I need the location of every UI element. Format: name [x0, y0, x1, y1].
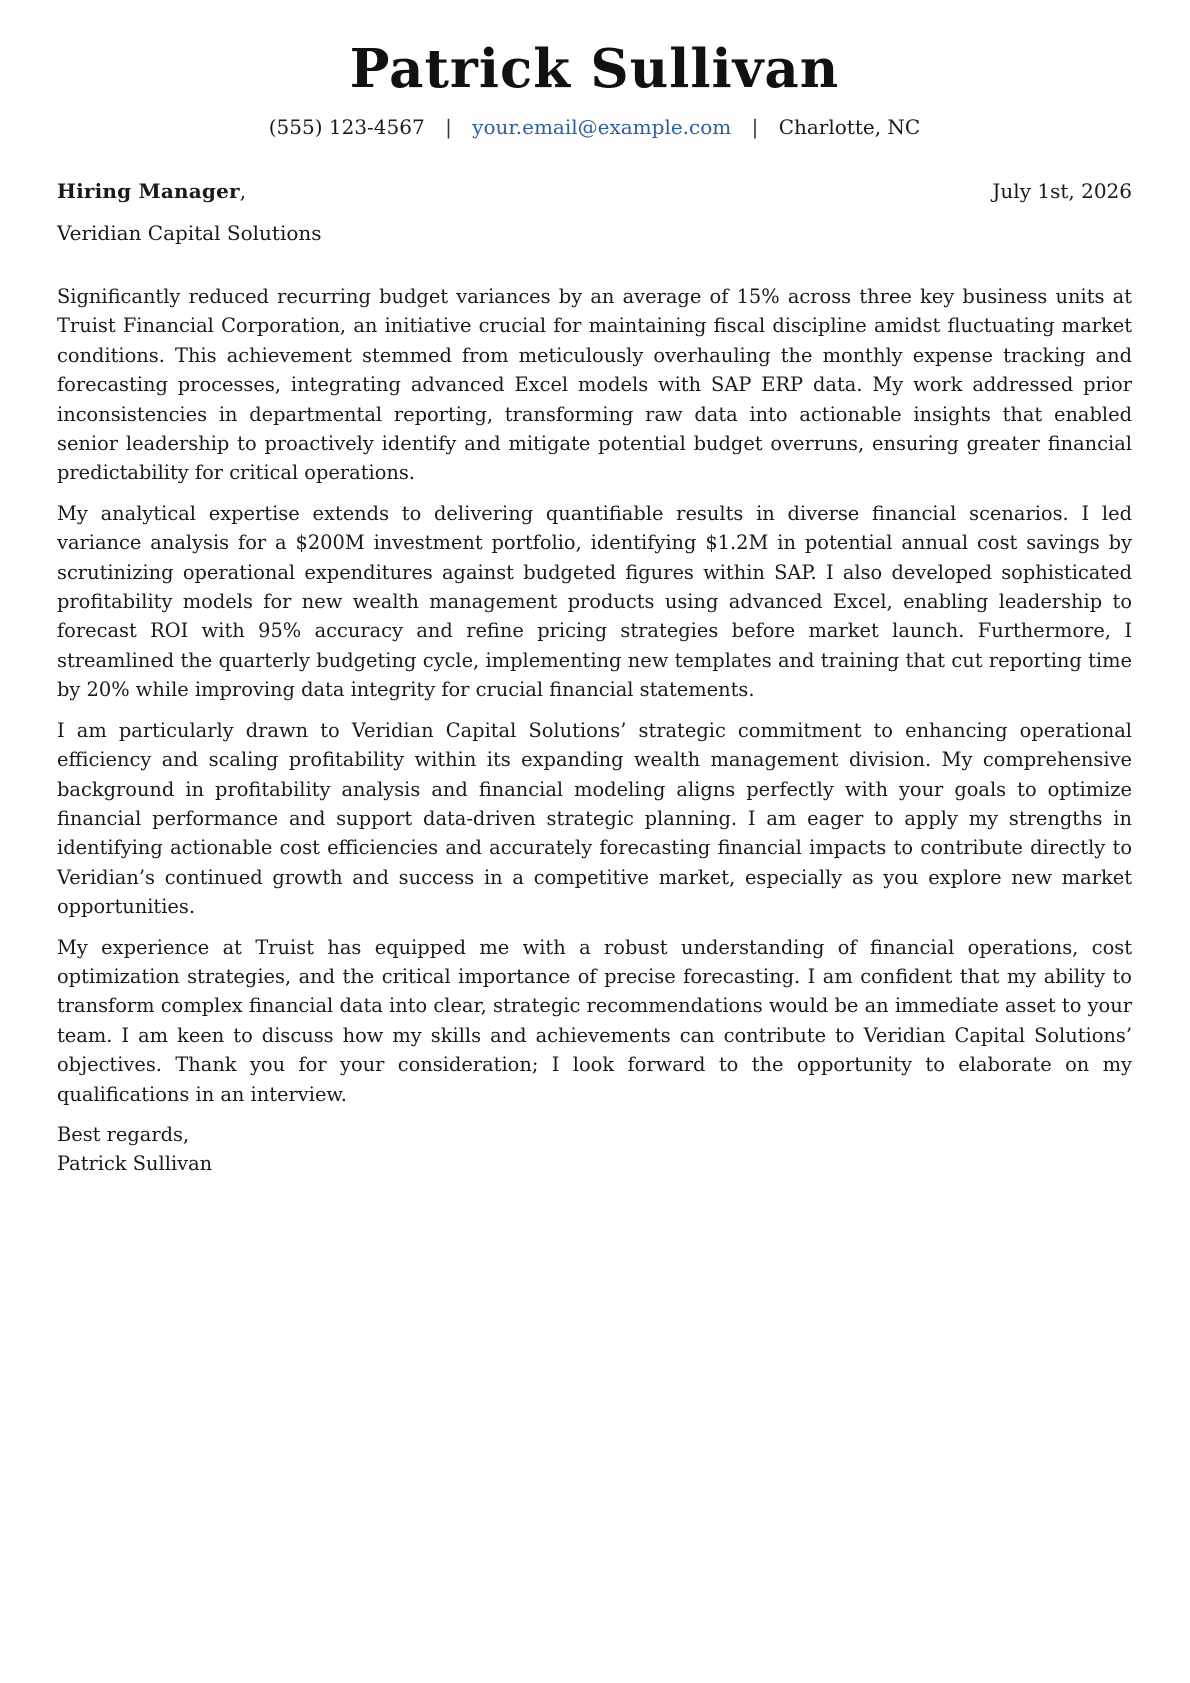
- body-paragraph: My experience at Truist has equipped me with a robust understanding of financial operations, cost optimization strategies, and the critical importance of precise forecasting. I am confident that my ability to transform complex financial data into clear, strategic recommendations would be an immediate asset to your team. I am keen to discuss how my skills and achievements can contribute to Veridian Capital Solutions’ objectives. Thank you for your consideration; I look forward to the opportunity to elaborate on my qualifications in an interview.: [57, 935, 1132, 1106]
- letter-date: July 1st, 2026: [992, 179, 1132, 203]
- sign-off: Best regards,: [57, 1122, 190, 1146]
- closing-block: [57, 1120, 1132, 1179]
- recipient-name: [57, 178, 246, 204]
- email-link[interactable]: your.email@example.com: [472, 115, 732, 139]
- contact-line: [57, 114, 1132, 140]
- recipient-comma: ,: [239, 179, 247, 203]
- recipient-title: Hiring Manager: [57, 179, 240, 203]
- signature: Patrick Sullivan: [57, 1152, 213, 1176]
- contact-separator: |: [751, 115, 759, 139]
- contact-separator: |: [445, 115, 452, 139]
- applicant-name: Patrick Sullivan: [349, 38, 840, 100]
- letter-body: [57, 282, 1132, 1179]
- location: Charlotte, NC: [778, 115, 921, 139]
- body-paragraph: My analytical expertise extends to delivering quantifiable results in diverse financial scenarios. I led variance analysis for a $200M investment portfolio, identifying $1.2M in potential annual cost savings by scrutinizing operational expenditures against budgeted figures within SAP. I also developed sophisticated profitability models for new wealth management products using advanced Excel, enabling leadership to forecast ROI with 95% accuracy and refine pricing strategies before market launch. Furthermore, I streamlined the quarterly budgeting cycle, implementing new templates and training that cut reporting time by 20% while improving data integrity for crucial financial statements.: [57, 501, 1132, 702]
- recipient-company: Veridian Capital Solutions: [57, 221, 322, 245]
- body-paragraph: I am particularly drawn to Veridian Capital Solutions’ strategic commitment to enhancing operational efficiency and scaling profitability within its expanding wealth management division. My comprehensive background in profitability analysis and financial modeling aligns perfectly with your goals to optimize financial performance and support data-driven strategic planning. I am eager to apply my strengths in identifying actionable cost efficiencies and accurately forecasting financial impacts to contribute directly to Veridian’s continued growth and success in a competitive market, especially as you explore new market opportunities.: [57, 718, 1132, 919]
- body-paragraph: Significantly reduced recurring budget variances by an average of 15% across three key business units at Truist Financial Corporation, an initiative crucial for maintaining fiscal discipline amidst fluctuating market conditions. This achievement stemmed from meticulously overhauling the monthly expense tracking and forecasting processes, integrating advanced Excel models with SAP ERP data. My work addressed prior inconsistencies in departmental reporting, transforming raw data into actionable insights that enabled senior leadership to proactively identify and mitigate potential budget overruns, ensuring greater financial predictability for critical operations.: [57, 285, 1132, 485]
- phone-number: (555) 123-4567: [268, 115, 425, 139]
